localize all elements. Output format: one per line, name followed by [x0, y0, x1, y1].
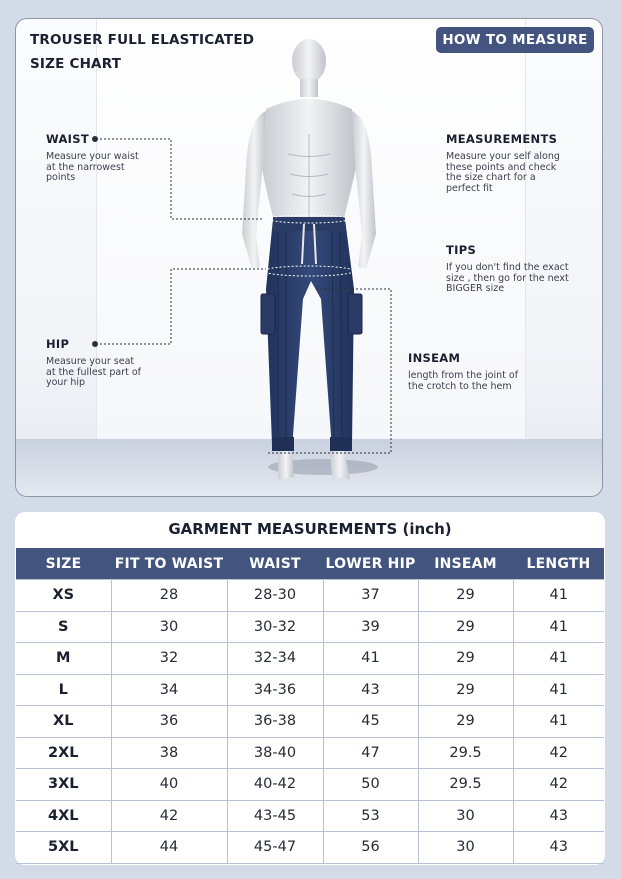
chart-title-line2: SIZE CHART	[30, 56, 122, 72]
size-cell: XS	[16, 580, 111, 612]
table-cell: 30-32	[227, 611, 323, 643]
table-cell: 41	[513, 706, 604, 738]
measurements-description: Measure your self along these points and check the size chart for a perfect fit	[446, 151, 560, 194]
table-cell: 42	[513, 769, 604, 801]
size-cell: L	[16, 674, 111, 706]
table-cell: 30	[111, 611, 227, 643]
size-cell: S	[16, 611, 111, 643]
measurements-label-heading: MEASUREMENTS	[446, 132, 558, 146]
table-title: GARMENT MEASUREMENTS (inch)	[168, 520, 452, 538]
waist-label-heading: WAIST	[46, 132, 89, 146]
table-cell: 29	[418, 611, 513, 643]
table-cell: 43	[323, 674, 418, 706]
table-row	[16, 611, 604, 643]
table-cell: 32	[111, 643, 227, 675]
hip-guide-line	[96, 269, 266, 344]
table-cell: 41	[513, 580, 604, 612]
tips-label-heading: TIPS	[446, 243, 477, 257]
table-cell: 29	[418, 674, 513, 706]
table-cell: 47	[323, 737, 418, 769]
size-cell: 2XL	[16, 737, 111, 769]
size-table	[16, 548, 604, 864]
table-row	[16, 580, 604, 612]
table-cell: 45-47	[227, 832, 323, 864]
table-cell: 36	[111, 706, 227, 738]
table-cell: 43	[513, 800, 604, 832]
how-to-measure-badge: HOW TO MEASURE	[436, 27, 594, 53]
table-header-row	[16, 548, 604, 580]
table-row	[16, 800, 604, 832]
table-cell: 50	[323, 769, 418, 801]
table-cell: 43-45	[227, 800, 323, 832]
table-cell: 45	[323, 706, 418, 738]
table-cell: 56	[323, 832, 418, 864]
inseam-label-heading: INSEAM	[408, 351, 461, 365]
table-cell: 42	[513, 737, 604, 769]
table-cell: 29	[418, 643, 513, 675]
how-to-measure-panel	[15, 18, 603, 497]
table-cell: 29	[418, 580, 513, 612]
hip-description: Measure your seat at the fullest part of your hip	[46, 356, 142, 388]
table-row	[16, 706, 604, 738]
table-cell: 53	[323, 800, 418, 832]
table-cell: 37	[323, 580, 418, 612]
chart-title-line1: TROUSER FULL ELASTICATED	[30, 32, 255, 48]
table-row	[16, 674, 604, 706]
table-cell: 42	[111, 800, 227, 832]
waist-description: Measure your waist at the narrowest points	[46, 151, 139, 183]
table-cell: 40	[111, 769, 227, 801]
table-cell: 41	[513, 674, 604, 706]
table-cell: 40-42	[227, 769, 323, 801]
table-row	[16, 832, 604, 864]
size-cell: M	[16, 643, 111, 675]
size-table-panel	[15, 512, 605, 865]
table-header-cell: LENGTH	[513, 548, 604, 580]
size-cell: 5XL	[16, 832, 111, 864]
size-cell: 3XL	[16, 769, 111, 801]
hip-label-heading: HIP	[46, 337, 70, 351]
table-cell: 39	[323, 611, 418, 643]
inseam-description: length from the joint of the crotch to the hem	[408, 370, 519, 392]
size-cell: XL	[16, 706, 111, 738]
table-cell: 44	[111, 832, 227, 864]
table-cell: 28-30	[227, 580, 323, 612]
table-cell: 34-36	[227, 674, 323, 706]
tips-description: If you don't find the exact size , then go for the next BIGGER size	[446, 262, 569, 294]
mannequin-figure	[16, 19, 603, 497]
table-cell: 43	[513, 832, 604, 864]
mannequin-left-arm	[242, 111, 266, 269]
table-cell: 41	[513, 611, 604, 643]
mannequin-right-arm	[352, 111, 376, 269]
table-header-cell: FIT TO WAIST	[111, 548, 227, 580]
table-header-cell: WAIST	[227, 548, 323, 580]
waist-dot-icon	[92, 136, 98, 142]
table-cell: 29	[418, 706, 513, 738]
table-cell: 36-38	[227, 706, 323, 738]
table-cell: 41	[513, 643, 604, 675]
table-cell: 28	[111, 580, 227, 612]
table-cell: 41	[323, 643, 418, 675]
table-row	[16, 643, 604, 675]
table-header-cell: LOWER HIP	[323, 548, 418, 580]
table-cell: 32-34	[227, 643, 323, 675]
table-cell: 38	[111, 737, 227, 769]
table-cell: 29.5	[418, 737, 513, 769]
size-cell: 4XL	[16, 800, 111, 832]
mannequin-head	[292, 39, 326, 83]
table-cell: 29.5	[418, 769, 513, 801]
table-row	[16, 737, 604, 769]
table-cell: 30	[418, 800, 513, 832]
table-cell: 34	[111, 674, 227, 706]
table-row	[16, 769, 604, 801]
table-cell: 30	[418, 832, 513, 864]
hip-dot-icon	[92, 341, 98, 347]
table-header-cell: INSEAM	[418, 548, 513, 580]
table-header-cell: SIZE	[16, 548, 111, 580]
table-cell: 38-40	[227, 737, 323, 769]
